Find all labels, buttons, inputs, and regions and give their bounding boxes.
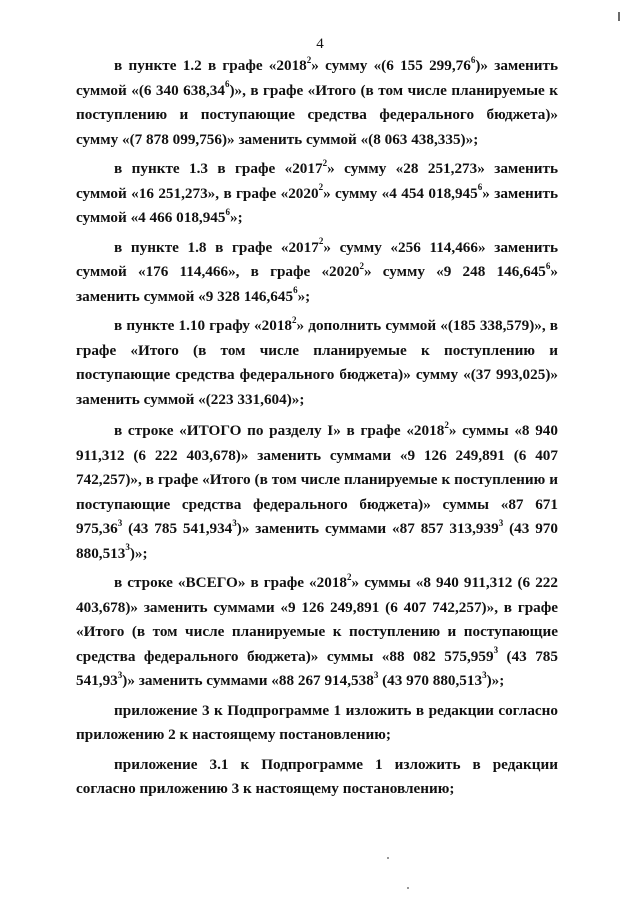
- text-segment: » сумму «9 248 146,645: [363, 263, 546, 280]
- text-segment: » суммы «8 940 911,312 (6 222 403,678)» заменить суммами «9 126 249,891 (6 407 742,257)», в графе «Итого (в том числе планируемые к поступлению и поступающие средства федерального бюджета)» суммы «88 082 575,959: [76, 574, 558, 665]
- text-segment: » суммы «8 940 911,312 (6 222 403,678)» заменить суммами «9 126 249,891 (6 407 742,257)», в графе «Итого (в том числе планируемые к поступлению и поступающие средства федерального бюджета)» суммы «87 671 975,36: [76, 422, 558, 537]
- superscript-index: 6: [225, 206, 230, 217]
- paragraph-item-1-2: [76, 54, 558, 152]
- paragraph-item-1-8: [76, 236, 558, 310]
- text-segment: »;: [297, 287, 311, 305]
- superscript-index: 3: [498, 517, 504, 528]
- superscript-index: 2: [359, 260, 364, 271]
- superscript-index: 2: [347, 571, 352, 582]
- text-segment: в строке «ИТОГО по разделу I» в графе «2018: [114, 422, 445, 439]
- paragraph-item-1-10: [76, 314, 558, 412]
- text-segment: приложение 3 к Подпрограмме 1 изложить в редакции согласно приложению 2 к настоящему постановлению;: [76, 701, 558, 743]
- text-segment: (43 785 541,934: [122, 520, 233, 537]
- scan-speck: [387, 857, 389, 859]
- superscript-index: 6: [477, 182, 483, 193]
- text-segment: в пункте 1.8 в графе «2017: [114, 238, 319, 256]
- text-segment: » сумму «4 454 018,945: [323, 184, 478, 202]
- superscript-index: 2: [292, 314, 297, 325]
- page-number: 4: [316, 36, 324, 52]
- text-segment: » сумму «(6 155 299,76: [311, 57, 471, 74]
- text-segment: )» заменить суммами «87 857 313,939: [236, 520, 499, 537]
- superscript-index: 6: [224, 79, 230, 90]
- text-segment: )» заменить суммой «(6 340 638,34: [76, 57, 559, 99]
- scan-speck: [407, 887, 409, 889]
- superscript-index: 2: [444, 419, 449, 430]
- text-segment: (43 785 541,93: [76, 647, 558, 689]
- superscript-index: 3: [232, 517, 237, 528]
- superscript-index: 2: [306, 54, 312, 65]
- superscript-index: 6: [545, 260, 551, 271]
- text-segment: в строке «ВСЕГО» в графе «2018: [114, 574, 348, 591]
- superscript-index: 3: [482, 669, 487, 680]
- superscript-index: 2: [322, 157, 328, 168]
- text-segment: в пункте 1.2 в графе «2018: [114, 57, 307, 74]
- superscript-index: 3: [493, 645, 499, 656]
- text-segment: » сумму «28 251,273» заменить суммой «16 251,273», в графе «2020: [76, 160, 558, 202]
- text-segment: в пункте 1.3 в графе «2017: [114, 160, 323, 177]
- text-segment: (43 970 880,513: [76, 520, 558, 562]
- paragraph-total-section-1: [76, 419, 558, 566]
- superscript-index: 2: [318, 182, 324, 193]
- document-body: [76, 54, 558, 807]
- text-segment: » заменить суммой «9 328 146,645: [76, 263, 558, 305]
- text-segment: )»;: [129, 544, 148, 562]
- text-segment: » сумму «256 114,466» заменить суммой «176 114,466», в графе «2020: [76, 238, 558, 280]
- paragraph-grand-total: [76, 571, 558, 694]
- superscript-index: 6: [293, 285, 298, 296]
- text-segment: )», в графе «Итого (в том числе планируемые к поступлению и поступающие средства федерального бюджета)» сумму «(7 878 099,756)» заменить суммой «(8 063 438,335)»;: [76, 81, 559, 148]
- superscript-index: 3: [125, 542, 130, 553]
- superscript-index: 3: [117, 669, 123, 680]
- text-segment: »;: [230, 209, 243, 226]
- text-segment: » заменить суммой «4 466 018,945: [76, 184, 559, 226]
- text-segment: )»;: [486, 672, 505, 689]
- superscript-index: 2: [318, 236, 324, 247]
- superscript-index: 3: [373, 669, 379, 680]
- superscript-index: 6: [470, 54, 476, 65]
- text-segment: (43 970 880,513: [378, 672, 483, 689]
- paragraph-item-1-3: [76, 157, 558, 231]
- text-segment: приложение 3.1 к Подпрограмме 1 изложить в редакции согласно приложению 3 к настоящему постановлению;: [76, 755, 558, 797]
- text-segment: )» заменить суммами «88 267 914,538: [122, 672, 374, 689]
- superscript-index: 3: [117, 517, 123, 528]
- text-segment: в пункте 1.10 графу «2018: [114, 317, 293, 334]
- scan-mark: [618, 12, 620, 21]
- paragraph-appendix-3-1: [76, 753, 558, 802]
- text-segment: » дополнить суммой «(185 338,579)», в графе «Итого (в том числе планируемые к поступлению и поступающие средства федерального бюджета)» сумму «(37 993,025)» заменить суммой «(223 331,604)»;: [76, 317, 558, 408]
- paragraph-appendix-3: [76, 699, 558, 748]
